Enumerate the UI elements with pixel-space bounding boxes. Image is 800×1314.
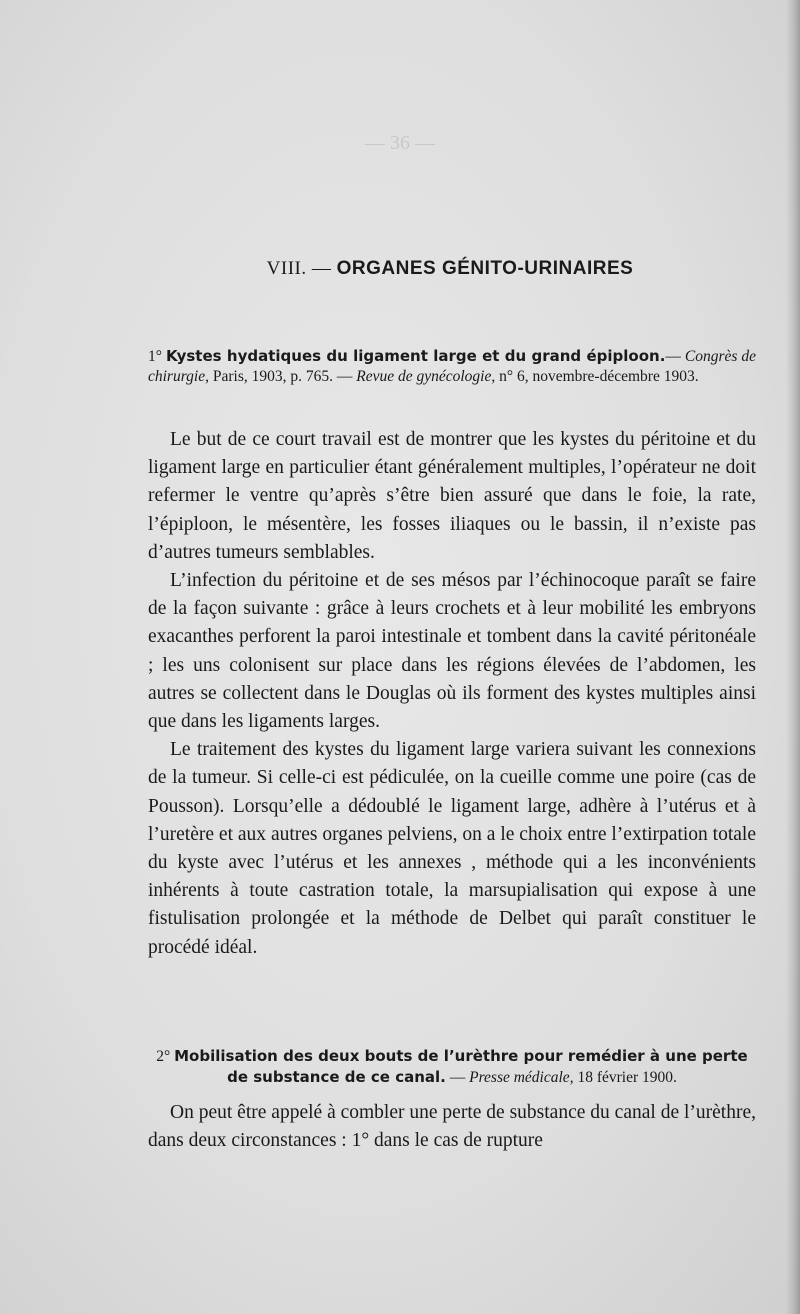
reference-2 <box>148 1046 756 1088</box>
page-number: — 36 — <box>365 132 435 154</box>
reference-1-sep2: — <box>336 368 353 385</box>
reference-1-detail1: , Paris, 1903, p. 765. <box>205 368 333 385</box>
section-number: VIII. — <box>266 258 332 279</box>
body-section-2 <box>148 1099 756 1155</box>
paragraph: L’infection du péritoine et de ses mésos par l’échinocoque paraît se faire de la façon suivante : grâce à leurs crochets et à leur mobilité les embryons exacanthes perforent la paroi intestinale et tombent dans la cavité péritonéale ; les uns colonisent sur place dans les régions élevées de l’abdomen, les autres se collectent dans le Douglas où ils forment des kystes multiples ainsi que dans les ligaments larges. <box>148 570 756 733</box>
reference-2-number: 2° <box>156 1048 171 1065</box>
paragraph: Le traitement des kystes du ligament large variera suivant les connexions de la tumeur. Si celle-ci est pédiculée, on la cueille comme une poire (cas de Pousson). Lorsqu’elle a dédoublé le ligament large, adhère à l’utérus et à l’uretère et aux autres organes pelviens, on a le choix entre l’extirpation totale du kyste avec l’utérus et les annexes , méthode qui a les inconvénients inhérents à toute castration totale, la marsupialisation qui expose à une fistulisation prolongée et la méthode de Delbet qui paraît constituer le procédé idéal. <box>148 739 756 958</box>
reference-2-title: Mobilisation des deux bouts de l’urèthre pour remédier à une perte de substance de ce canal. <box>174 1047 748 1086</box>
reference-2-detail: , 18 février 1900. <box>569 1069 677 1086</box>
reference-1 <box>148 346 756 387</box>
reference-2-sep: — <box>449 1069 466 1086</box>
reference-1-sep1: — <box>665 348 681 365</box>
reference-1-source1: Congrès de chirurgie <box>148 348 757 385</box>
paragraph: On peut être appelé à combler une perte de substance du canal de l’urèthre, dans deux circonstances : 1° dans le cas de rupture <box>148 1102 756 1152</box>
reference-1-source2: Revue de gynécologie <box>356 368 492 385</box>
section-heading <box>150 258 750 280</box>
reference-1-title: Kystes hydatiques du ligament large et du grand épiploon. <box>165 347 666 365</box>
page-edge-shadow <box>786 0 800 1314</box>
paragraph: Le but de ce court travail est de montrer que les kystes du péritoine et du ligament large en particulier étant généralement multiples, l’opérateur ne doit refermer le ventre qu’après s’être bien assuré que dans le foie, la rate, l’épiploon, le mésentère, les fosses iliaques ou le bassin, il n’existe pas d’autres tumeurs semblables. <box>148 429 756 563</box>
section-title: ORGANES GÉNITO-URINAIRES <box>336 258 634 279</box>
reference-2-source: Presse médicale <box>469 1069 570 1086</box>
body-section-1 <box>148 426 756 962</box>
reference-1-detail2: , n° 6, novembre-décembre 1903. <box>491 368 699 385</box>
reference-1-number: 1° <box>148 348 162 365</box>
